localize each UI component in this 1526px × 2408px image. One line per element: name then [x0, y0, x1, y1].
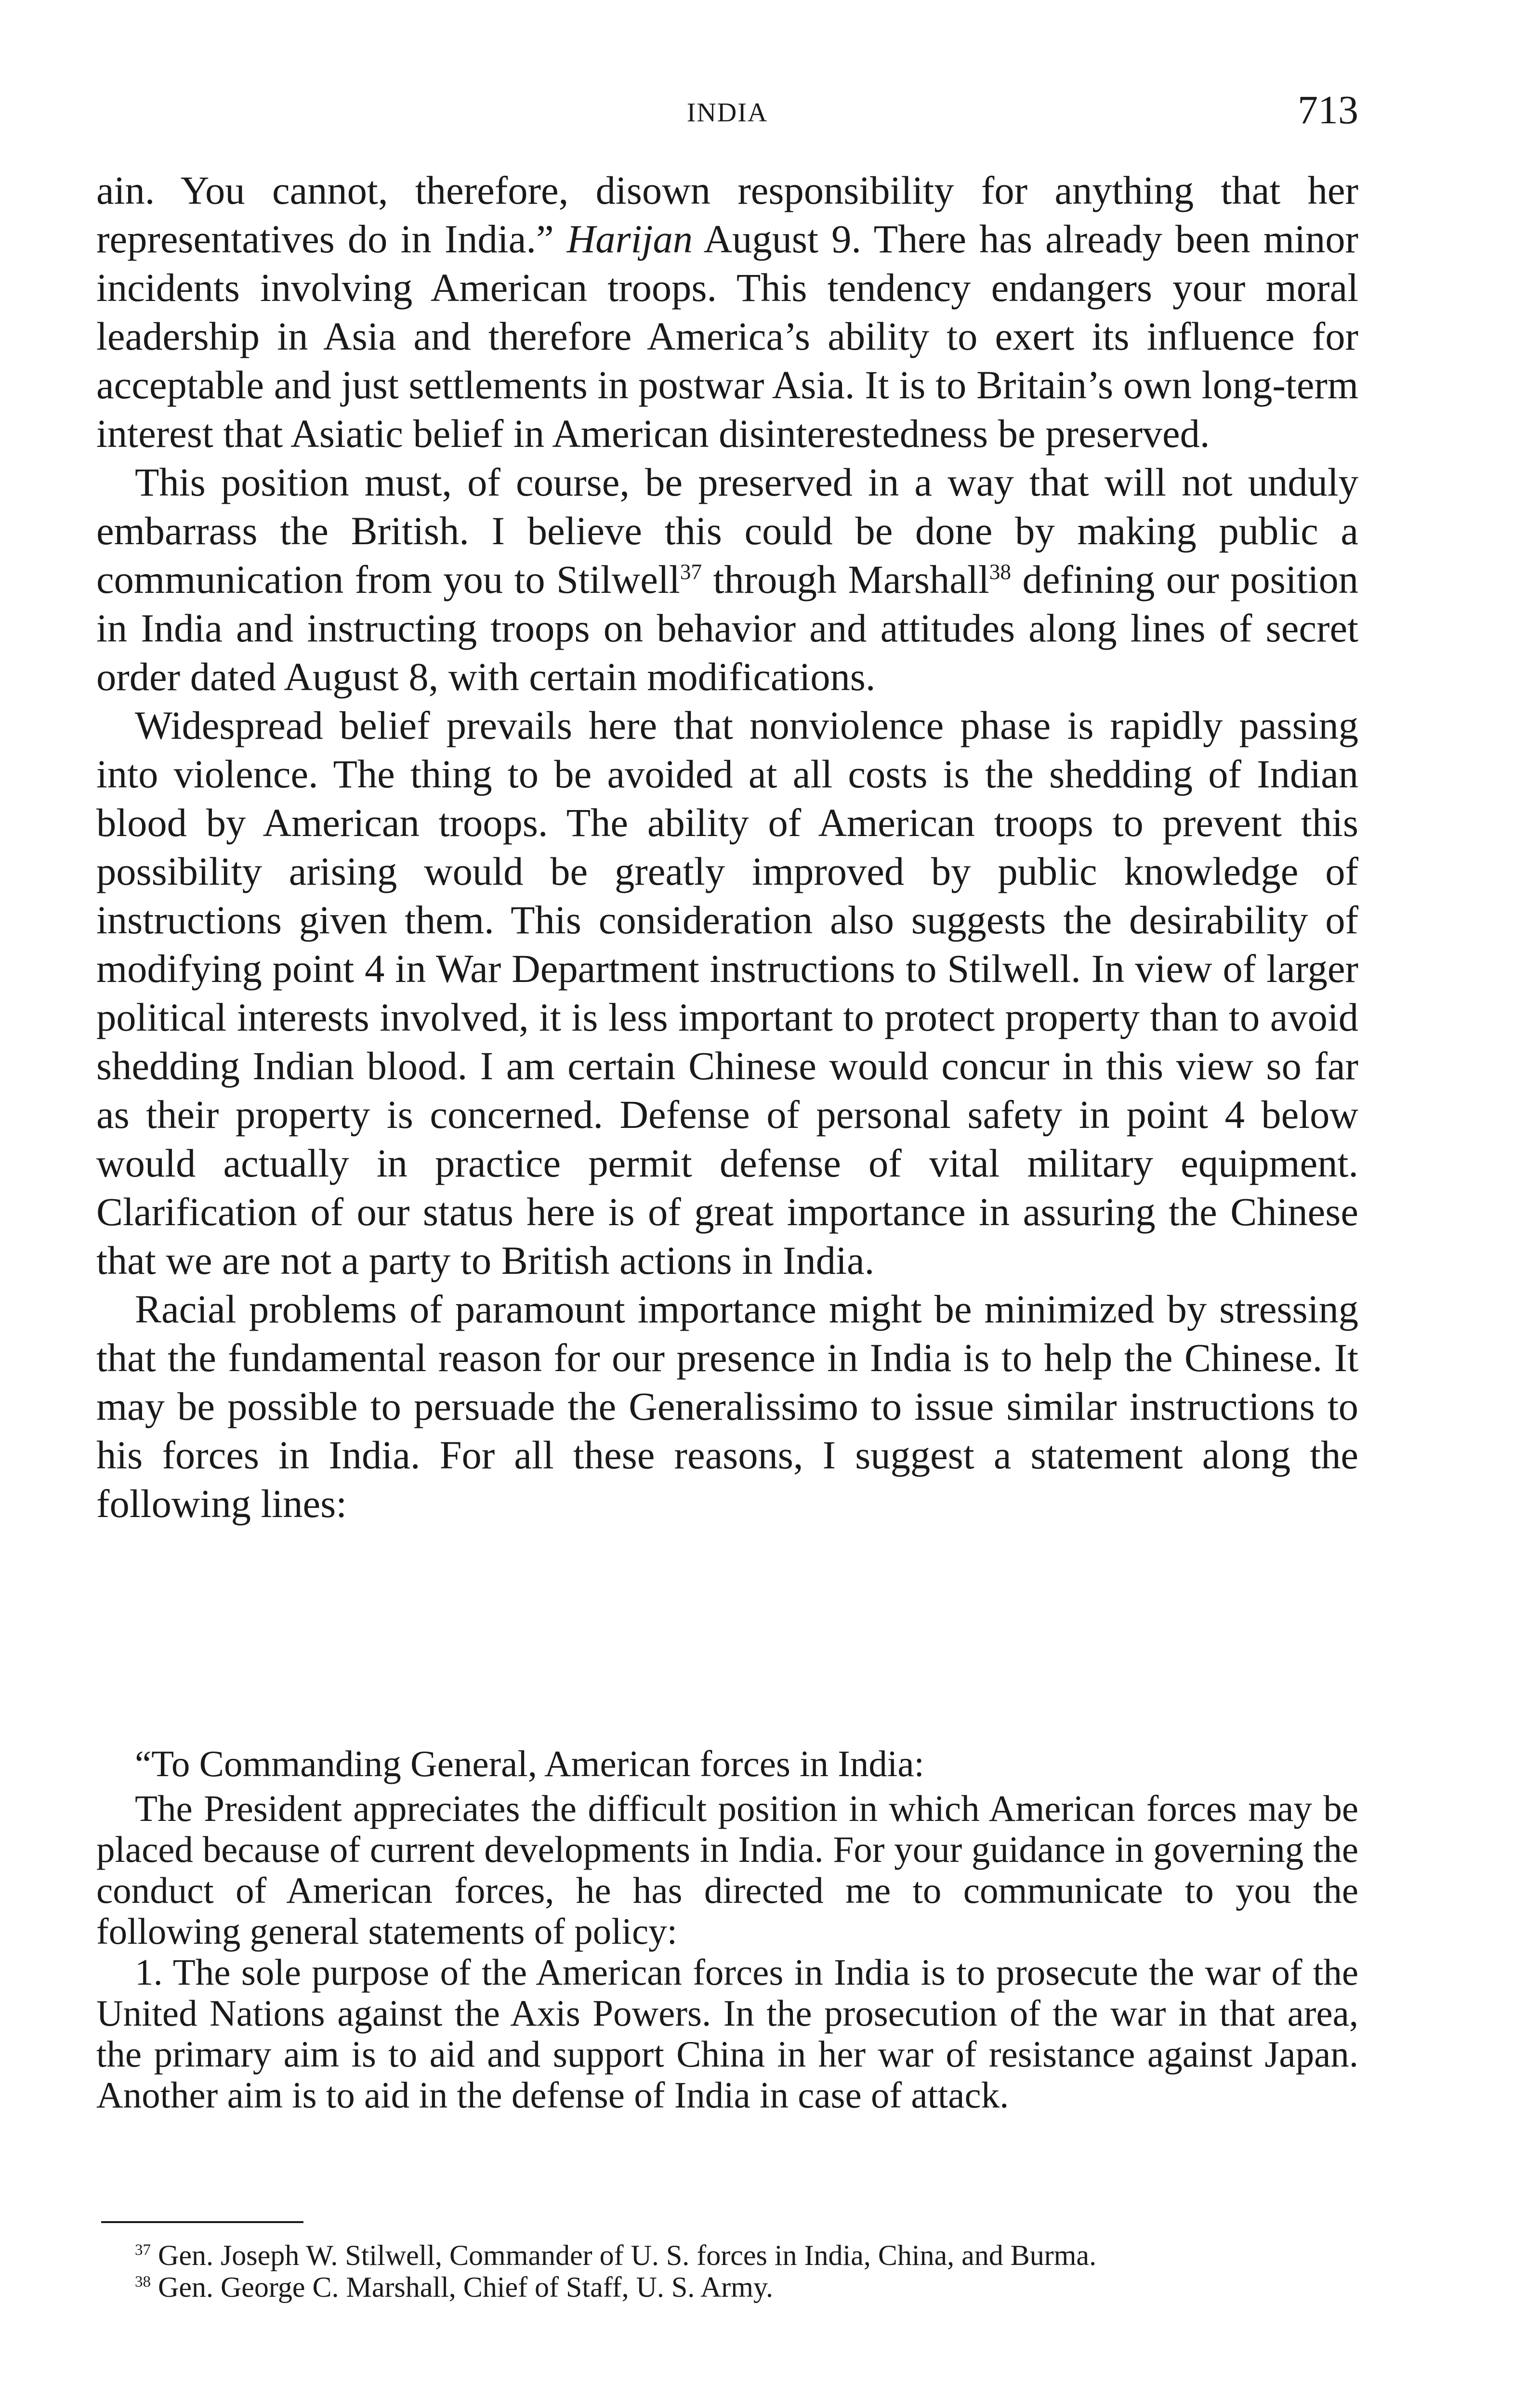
footnote-ref-37: 37	[680, 560, 702, 584]
paragraph-1-text-b: August 9. There has already been minor incidents involving American troops. This tendency endangers your moral leadership in Asia and therefore America’s ability to exert its influence for acceptable and just settlements in postwar Asia. It is to Britain’s own long-term interest that Asiatic belief in American disinterestedness be preserved.	[96, 217, 1358, 456]
quoted-statement	[96, 1743, 1358, 2116]
paragraph-1	[96, 166, 1358, 458]
footnote-38	[96, 2271, 1358, 2303]
statement-paragraph-1: The President appreciates the difficult position in which American forces may be placed because of current developments in India. For your guidance in governing the conduct of American forces, he has directed me to communicate to you the following general statements of policy:	[96, 1788, 1358, 1952]
paragraph-3: Widespread belief prevails here that nonviolence phase is rapidly passing into violence. The thing to be avoided at all costs is the shedding of Indian blood by American troops. The ability of American troops to prevent this possibility arising would be greatly improved by public knowledge of instructions given them. This consideration also suggests the desirability of modifying point 4 in War Department instructions to Stilwell. In view of larger political interests involved, it is less important to protect property than to avoid shedding Indian blood. I am certain Chinese would concur in this view so far as their property is concerned. Defense of personal safety in point 4 below would actually in practice permit defense of vital military equipment. Clarification of our status here is of great importance in assuring the Chinese that we are not a party to British actions in India.	[96, 703, 1358, 1283]
footnote-text: Gen. George C. Marshall, Chief of Staff, U. S. Army.	[151, 2271, 774, 2303]
footnote-ref-38: 38	[989, 560, 1012, 584]
footnote-divider	[101, 2221, 303, 2223]
page-header	[96, 87, 1358, 140]
page-number: 713	[1298, 88, 1358, 132]
running-head: INDIA	[686, 98, 768, 128]
paragraph-4: Racial problems of paramount importance might be minimized by stressing that the fundamental reason for our presence in India is to help the Chinese. It may be possible to persuade the Generalissimo to issue similar instructions to his forces in India. For all these reasons, I suggest a statement along the following lines:	[96, 1287, 1358, 1526]
paragraph-2-text-a: This position must, of course, be preserved in a way that will not unduly embarrass the British. I believe this could be done by making public a communication from you to Stilwell	[96, 460, 1358, 602]
footnote-number: 37	[135, 2241, 151, 2259]
footnote-number: 38	[135, 2273, 151, 2290]
footnote-text: Gen. Joseph W. Stilwell, Commander of U. S. forces in India, China, and Burma.	[151, 2239, 1097, 2271]
statement-point-1: 1. The sole purpose of the American forces in India is to prosecute the war of the United Nations against the Axis Powers. In the prosecution of the war in that area, the primary aim is to aid and support China in her war of resistance against Japan. Another aim is to aid in the defense of India in case of attack.	[96, 1951, 1358, 2116]
paragraph-2	[96, 458, 1358, 701]
paragraph-1-text-a: ain. You cannot, therefore, disown responsibility for anything that her representatives do in India.”	[96, 168, 1358, 261]
footnotes	[96, 2239, 1358, 2303]
body-text	[96, 166, 1358, 1528]
footnote-37	[96, 2239, 1358, 2271]
harijan-citation: Harijan	[566, 217, 693, 261]
statement-salutation: “To Commanding General, American forces in India:	[135, 1743, 924, 1784]
paragraph-2-text-b: through Marshall	[702, 557, 989, 602]
paragraph-2-text-c: defining our position in India and instructing troops on behavior and attitudes along lines of secret order dated August 8, with certain modifications.	[96, 557, 1359, 699]
